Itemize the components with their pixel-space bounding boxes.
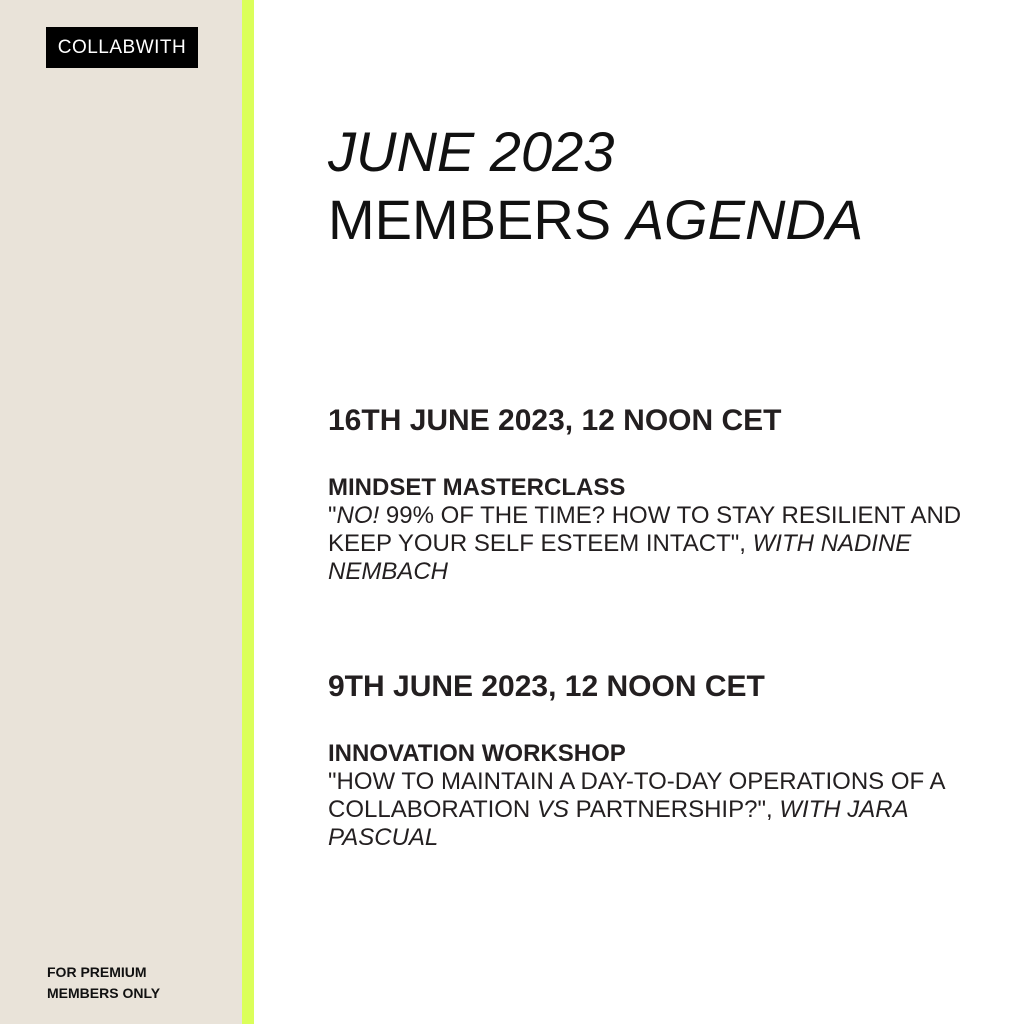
accent-stripe (242, 0, 254, 1024)
agenda-event-innovation (328, 668, 998, 852)
premium-members-note: FOR PREMIUM MEMBERS ONLY (47, 964, 161, 1001)
event-date: 9TH JUNE 2023, 12 NOON CET (328, 670, 765, 703)
page-title (328, 118, 1008, 254)
event-type: INNOVATION WORKSHOP (328, 740, 626, 767)
event-description: "HOW TO MAINTAIN A DAY-TO-DAY OPERATIONS OF A COLLABORATION VS PARTNERSHIP?", WITH JARA PASCUAL (328, 768, 945, 851)
agenda-event-mindset (328, 402, 998, 586)
event-speaker: WITH JARA PASCUAL (328, 796, 908, 851)
collabwith-logo: COLLABWITH (46, 27, 198, 68)
event-description: "NO! 99% OF THE TIME? HOW TO STAY RESILIENT AND KEEP YOUR SELF ESTEEM INTACT", WITH NADINE NEMBACH (328, 502, 962, 585)
event-date: 16TH JUNE 2023, 12 NOON CET (328, 404, 782, 437)
sidebar-panel (0, 0, 242, 1024)
title-line-month: JUNE 2023 (328, 120, 615, 183)
event-speaker: WITH NADINE NEMBACH (328, 530, 912, 585)
title-line-agenda: MEMBERS AGENDA (328, 188, 864, 251)
event-type: MINDSET MASTERCLASS (328, 474, 626, 501)
